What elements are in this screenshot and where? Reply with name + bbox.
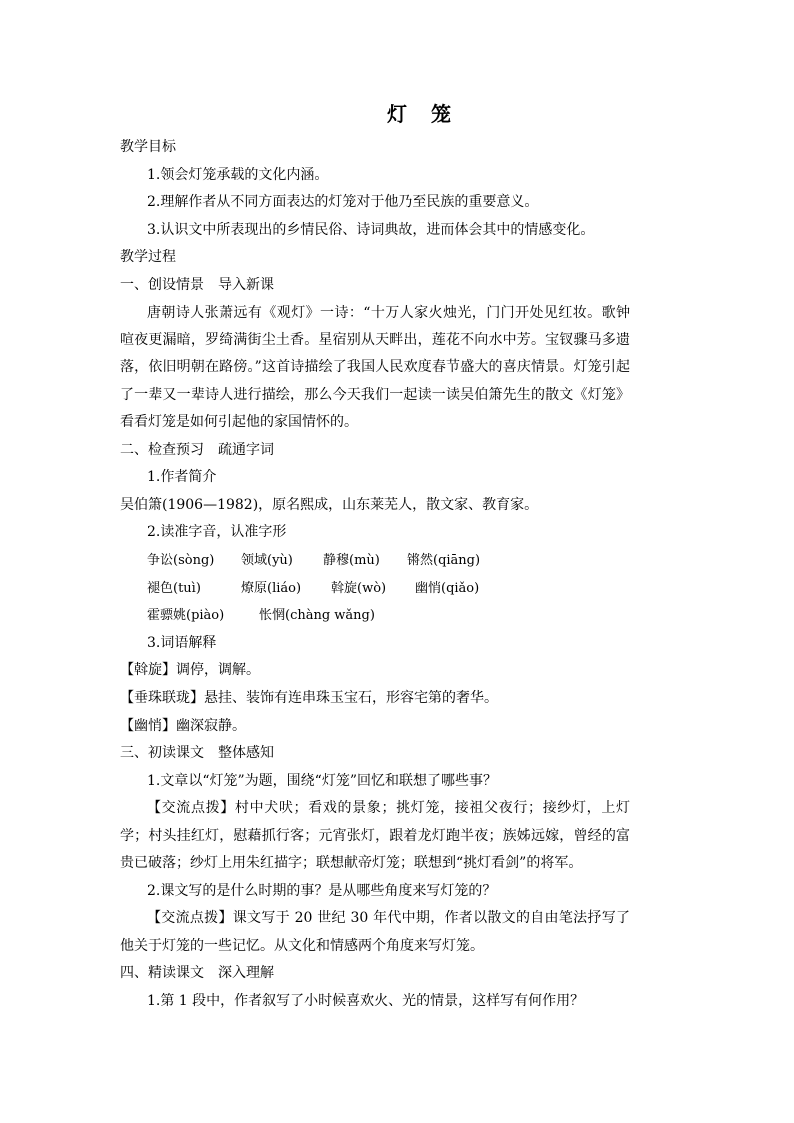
vocab-item: 燎原(liáo) [241, 580, 302, 596]
title-char-1: 灯 [387, 102, 409, 126]
objective-1: 1.领会灯笼承载的文化内涵。 [147, 166, 329, 183]
vocab-item: 争讼(sòng) [147, 552, 215, 568]
vocab-item: 褪色(tuì) [147, 580, 201, 596]
step-2-heading: 二、检查预习 疏通字词 [120, 441, 274, 458]
question-2: 2.课文写的是什么时期的事？是从哪些角度来写灯笼的？ [147, 882, 497, 899]
step-4-heading: 四、精读课文 深入理解 [120, 964, 274, 981]
vocab-item: 怅惘(chàng wǎng) [259, 608, 375, 624]
vocab-item: 领域(yù) [241, 552, 293, 568]
answer-2: 【交流点拨】课文写于 20 世纪 30 年代中期，作者以散文的自由笔法抒写了他关于灯笼的一些记忆。从文化和情感两个角度来写灯笼。 [120, 910, 630, 954]
question-1: 1.文章以“灯笼”为题，围绕“灯笼”回忆和联想了哪些事？ [147, 772, 497, 789]
definition-3: 【幽悄】幽深寂静。 [120, 717, 246, 734]
vocab-item: 霍骠姚(piào) [147, 608, 225, 624]
definition-1: 【斡旋】调停，调解。 [120, 662, 260, 679]
intro-paragraph: 唐朝诗人张萧远有《观灯》一诗：“十万人家火烛光，门门开处见红妆。歌钟喧夜更漏暗，罗绮满街尘土香。星宿别从天畔出，莲花不向水中芳。宝钗骤马多遗落，依旧明朝在路傍。”这首诗描绘了我国人民欢度春节盛大的喜庆情景。灯笼引起了一辈又一辈诗人进行描绘，那么今天我们一起读一读吴伯箫先生的散文《灯笼》看看灯笼是如何引起他的家国情怀的。 [120, 304, 630, 431]
step-3-heading: 三、初读课文 整体感知 [120, 745, 274, 762]
pronunciation-heading: 2.读准字音，认准字形 [147, 524, 287, 541]
objective-2: 2.理解作者从不同方面表达的灯笼对于他乃至民族的重要意义。 [147, 194, 539, 211]
vocab-row-3 [120, 602, 630, 630]
vocab-item: 静穆(mù) [323, 552, 380, 568]
definition-2: 【垂珠联珑】悬挂、装饰有连串珠玉宝石，形容宅第的奢华。 [120, 689, 498, 706]
document-title [0, 98, 794, 127]
section-heading-process: 教学过程 [120, 249, 176, 266]
vocab-row-2 [120, 575, 630, 603]
step-1-heading: 一、创设情景 导入新课 [120, 276, 274, 293]
answer-1: 【交流点拨】村中犬吠；看戏的景象；挑灯笼，接祖父夜行；接纱灯，上灯学；村头挂红灯，慰藉抓行客；元宵张灯，跟着龙灯跑半夜；族姊远嫁，曾经的富贵已破落；纱灯上用朱红描字；联想献帝灯笼；联想到“挑灯看剑”的将军。 [120, 800, 630, 872]
question-3: 1.第 1 段中，作者叙写了小时候喜欢火、光的情景，这样写有何作用？ [147, 992, 585, 1009]
section-heading-objectives: 教学目标 [120, 139, 176, 155]
author-intro-text: 吴伯箫(1906—1982)，原名熙成，山东莱芜人，散文家、教育家。 [120, 496, 539, 513]
author-intro-heading: 1.作者简介 [147, 469, 217, 486]
definitions-heading: 3.词语解释 [147, 634, 217, 651]
vocab-item: 幽悄(qiǎo) [415, 580, 480, 596]
document-body [120, 134, 630, 1015]
vocab-item: 斡旋(wò) [331, 580, 387, 596]
objective-3: 3.认识文中所表现出的乡情民俗、诗词典故，进而体会其中的情感变化。 [147, 221, 595, 238]
vocab-item: 锵然(qiāng) [407, 552, 481, 568]
vocab-row-1 [120, 547, 630, 575]
title-char-2: 笼 [431, 102, 453, 126]
